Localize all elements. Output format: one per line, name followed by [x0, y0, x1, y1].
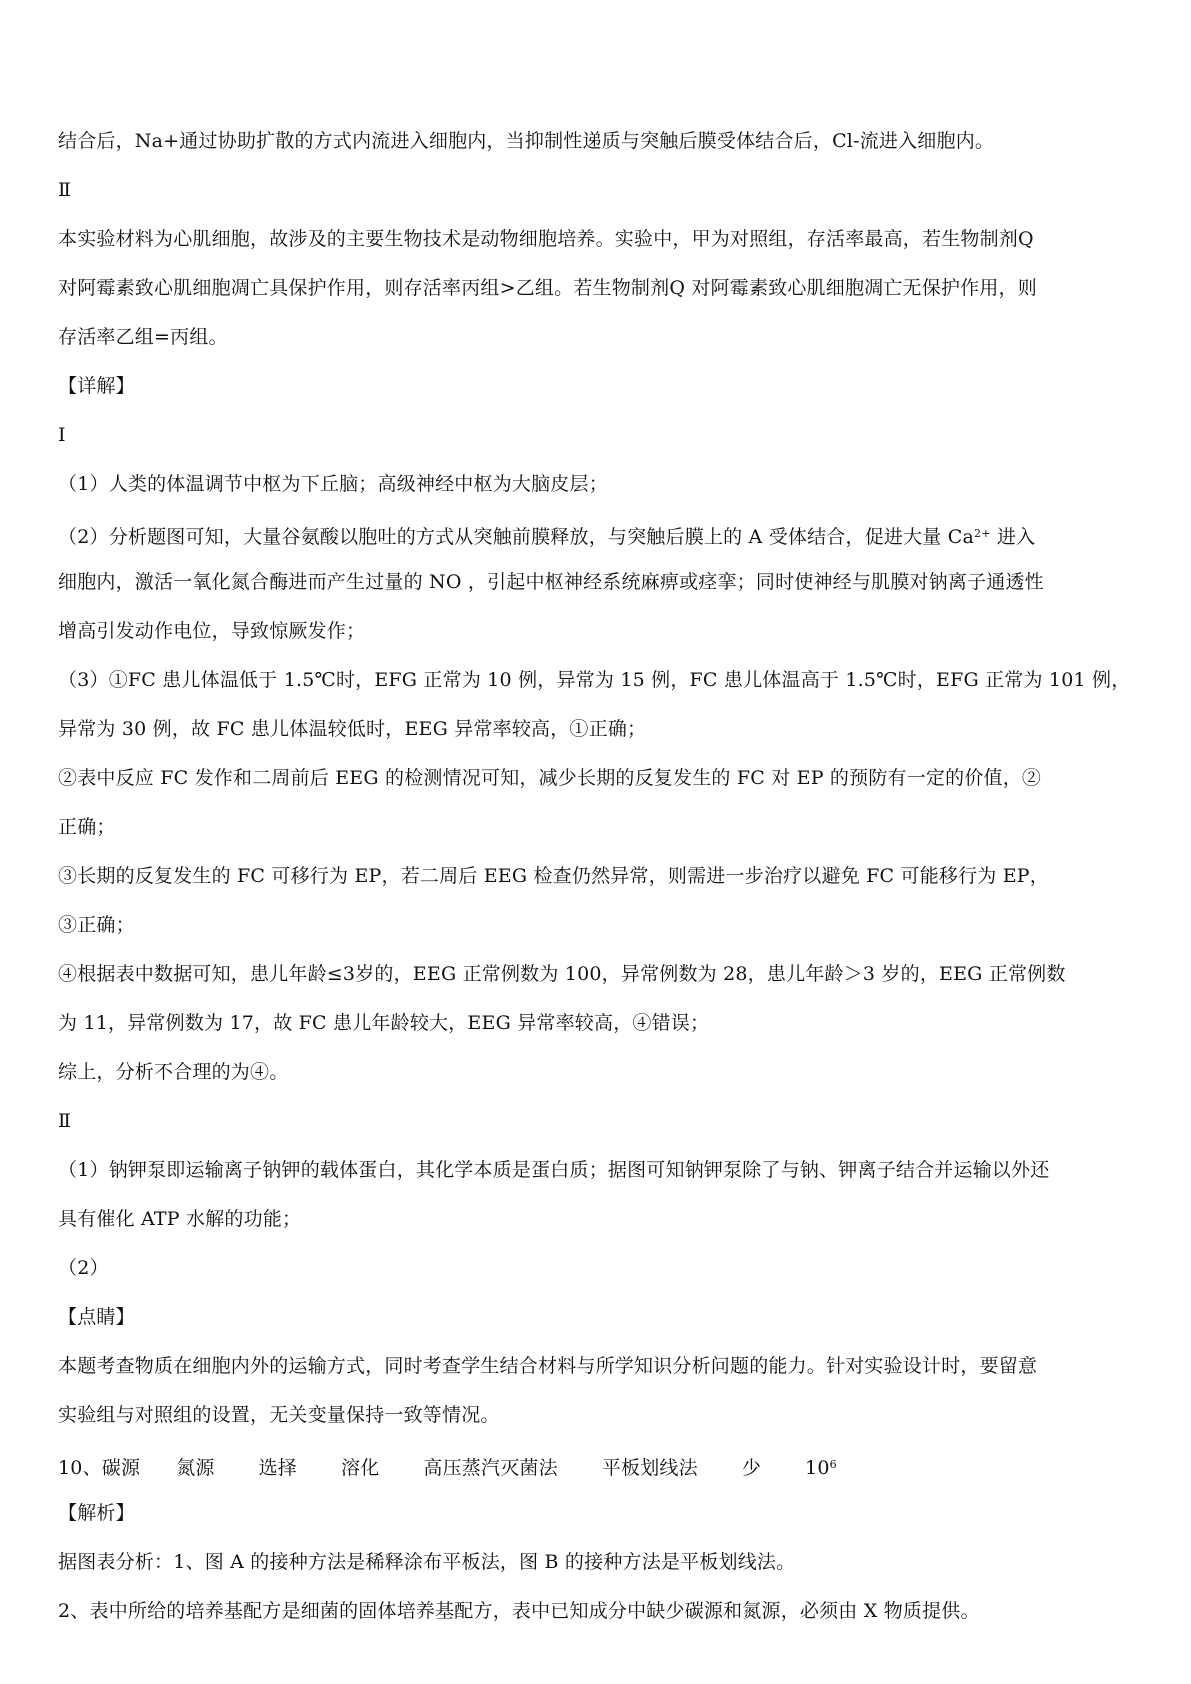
text-line: ③正确； — [58, 914, 135, 936]
superscript: 6 — [829, 1458, 837, 1471]
text-line: 本实验材料为心肌细胞，故涉及的主要生物技术是动物细胞培养。实验中，甲为对照组，存活率最高，若生物制剂Q — [58, 228, 1034, 250]
section-heading-detail: 【详解】 — [58, 375, 135, 397]
answer-item: 平板划线法 — [601, 1457, 698, 1479]
text-line: 为 11，异常例数为 17，故 FC 患儿年龄较大，EEG 异常率较高，④错误； — [58, 1012, 710, 1034]
text-line: 2、表中所给的培养基配方是细菌的固体培养基配方，表中已知成分中缺少碳源和氮源，必须由 X 物质提供。 — [58, 1600, 980, 1622]
text-line: （3）①FC 患儿体温低于 1.5℃时，EFG 正常为 10 例，异常为 15 例，FC 患儿体温高于 1.5℃时，EFG 正常为 101 例， — [58, 669, 1131, 691]
text-line: 实验组与对照组的设置，无关变量保持一致等情况。 — [58, 1404, 500, 1426]
section-marker: Ⅱ — [58, 1110, 72, 1132]
text-line: ②表中反应 FC 发作和二周前后 EEG 的检测情况可知，减少长期的反复发生的 FC 对 EP 的预防有一定的价值，② — [58, 767, 1042, 789]
text-line: 增高引发动作电位，导致惊厥发作； — [58, 620, 366, 642]
text-line: 具有催化 ATP 水解的功能； — [58, 1208, 302, 1230]
section-heading-comment: 【点睛】 — [58, 1306, 135, 1328]
answer-item — [805, 1457, 837, 1479]
answer-item: 氮源 — [176, 1457, 215, 1479]
section-marker: Ⅱ — [58, 179, 72, 201]
text-segment: （2）分析题图可知，大量谷氨酸以胞吐的方式从突触前膜释放，与突触后膜上的 A 受体结合，促进大量 Ca — [58, 526, 974, 548]
text-line: ④根据表中数据可知，患儿年龄≤3岁的，EEG 正常例数为 100，异常例数为 28，患儿年龄＞3 岁的，EEG 正常例数 — [58, 963, 1066, 985]
text-line: 对阿霉素致心肌细胞凋亡具保护作用，则存活率丙组>乙组。若生物制剂Q 对阿霉素致心肌细胞凋亡无保护作用，则 — [58, 277, 1037, 299]
text-line — [58, 509, 1138, 558]
document-page — [58, 117, 1138, 1636]
text-line: 正确； — [58, 816, 116, 838]
text-line: 综上，分析不合理的为④。 — [58, 1061, 289, 1083]
answer-item: 少 — [741, 1457, 762, 1479]
section-heading-analysis: 【解析】 — [58, 1502, 135, 1524]
text-line: （1）钠钾泵即运输离子钠钾的载体蛋白，其化学本质是蛋白质；据图可知钠钾泵除了与钠、钾离子结合并运输以外还 — [58, 1159, 1050, 1181]
answer-item: 高压蒸汽灭菌法 — [423, 1457, 558, 1479]
text-line: （2） — [58, 1257, 109, 1279]
text-line: 本题考查物质在细胞内外的运输方式，同时考查学生结合材料与所学知识分析问题的能力。针对实验设计时，要留意 — [58, 1355, 1038, 1377]
answer-line — [58, 1440, 1138, 1489]
answer-base: 10 — [805, 1457, 830, 1479]
text-line: 据图表分析：1、图 A 的接种方法是稀释涂布平板法，图 B 的接种方法是平板划线法。 — [58, 1551, 796, 1573]
text-line: 细胞内，激活一氧化氮合酶进而产生过量的 NO ，引起中枢神经系统麻痹或痉挛；同时使神经与肌膜对钠离子通透性 — [58, 571, 1044, 593]
text-line: 存活率乙组=丙组。 — [58, 326, 228, 348]
text-line: ③长期的反复发生的 FC 可移行为 EP，若二周后 EEG 检查仍然异常，则需进一步治疗以避免 FC 可能移行为 EP， — [58, 865, 1049, 887]
superscript: 2+ — [974, 527, 991, 540]
text-line: 结合后，Na+通过协助扩散的方式内流进入细胞内，当抑制性递质与突触后膜受体结合后，Cl-流进入细胞内。 — [58, 130, 995, 152]
text-line: 异常为 30 例，故 FC 患儿体温较低时，EEG 异常率较高，①正确； — [58, 718, 647, 740]
text-segment: 进入 — [990, 526, 1036, 548]
text-line: （1）人类的体温调节中枢为下丘脑；高级神经中枢为大脑皮层； — [58, 473, 608, 495]
answer-item: 溶化 — [341, 1457, 380, 1479]
answer-item: 选择 — [258, 1457, 297, 1479]
answer-item: 10、碳源 — [58, 1457, 141, 1479]
section-marker: Ⅰ — [58, 424, 66, 446]
